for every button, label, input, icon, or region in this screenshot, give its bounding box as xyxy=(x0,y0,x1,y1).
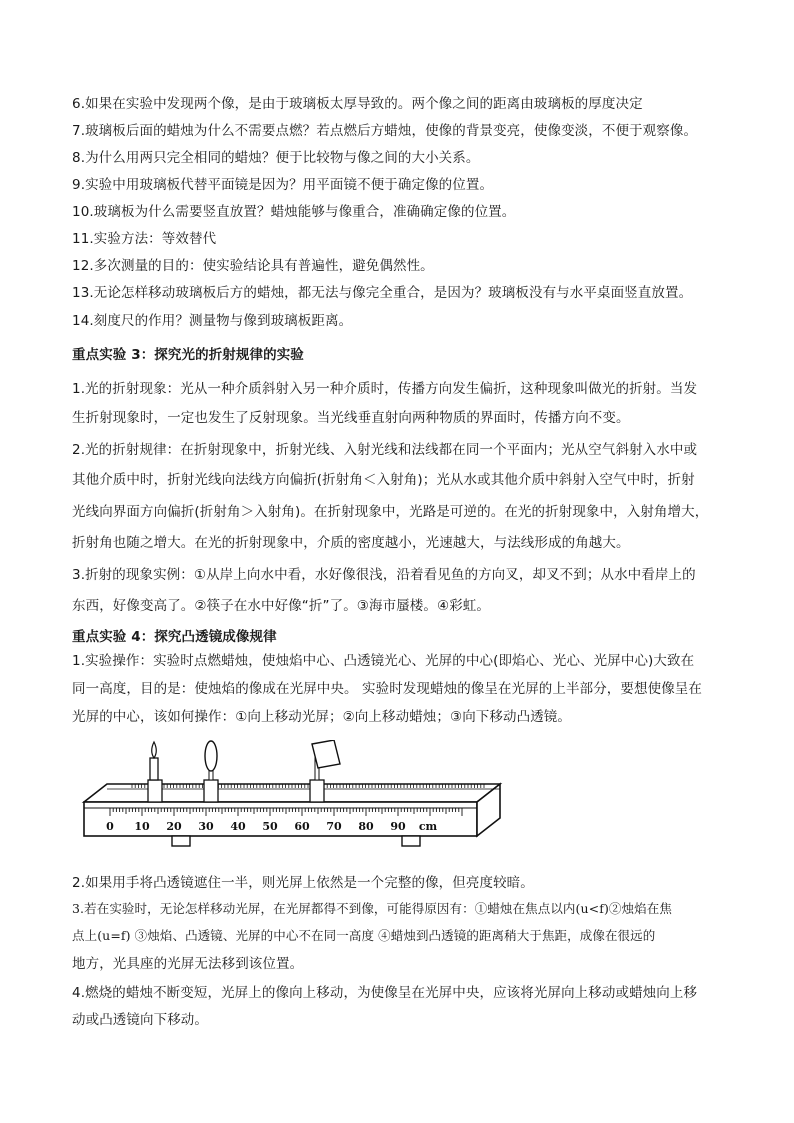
text-line: 14.刻度尺的作用？测量物与像到玻璃板距离。 xyxy=(72,313,353,329)
ruler-tick-label: 50 xyxy=(262,820,278,833)
ruler-tick-label: 20 xyxy=(166,820,182,833)
text-line: 同一高度，目的是：使烛焰的像成在光屏中央。 实验时发现蜡烛的像呈在光屏的上半部分，要想使像呈在 xyxy=(72,681,702,697)
ruler-tick-label: 80 xyxy=(358,820,374,833)
ruler-tick-label: 60 xyxy=(294,820,310,833)
text-line: 13.无论怎样移动玻璃板后方的蜡烛，都无法与像完全重合，是因为？玻璃板没有与水平桌面竖直放置。 xyxy=(72,285,693,301)
text-line: 6.如果在实验中发现两个像，是由于玻璃板太厚导致的。两个像之间的距离由玻璃板的厚度决定 xyxy=(72,96,643,112)
section-heading-3: 重点实验 3：探究光的折射规律的实验 xyxy=(72,347,304,363)
text-line: 2.光的折射规律：在折射现象中，折射光线、入射光线和法线都在同一个平面内；光从空气斜射入水中或 xyxy=(72,442,698,458)
text-line: 点上(u=f) ③烛焰、凸透镜、光屏的中心不在同一高度 ④蜡烛到凸透镜的距离稍大于焦距，成像在很远的 xyxy=(72,928,656,943)
text-line: 4.燃烧的蜡烛不断变短，光屏上的像向上移动，为使像呈在光屏中央，应该将光屏向上移动或蜡烛向上移 xyxy=(72,985,698,1001)
text-line: 2.如果用手将凸透镜遮住一半，则光屏上依然是一个完整的像，但亮度较暗。 xyxy=(72,875,534,891)
ruler-tick-label: 90 xyxy=(390,820,406,833)
ruler-tick-label: 70 xyxy=(326,820,342,833)
text-line: 生折射现象时，一定也发生了反射现象。当光线垂直射向两种物质的界面时，传播方向不变。 xyxy=(72,410,630,426)
text-line: 1.实验操作：实验时点燃蜡烛，使烛焰中心、凸透镜光心、光屏的中心(即焰心、光心、光屏中心)大致在 xyxy=(72,653,695,669)
ruler-tick-label: 0 xyxy=(106,820,114,833)
text-line: 地方，光具座的光屏无法移到该位置。 xyxy=(72,956,304,972)
candle-icon xyxy=(148,742,162,802)
ruler-tick-label: 30 xyxy=(198,820,214,833)
text-line: 其他介质中时，折射光线向法线方向偏折(折射角＜入射角)；光从水或其他介质中斜射入空气中时，折射 xyxy=(72,472,695,488)
text-line: 3.若在实验时，无论怎样移动光屏，在光屏都得不到像，可能得原因有：①蜡烛在焦点以内(u<f)②烛焰在焦 xyxy=(72,901,672,916)
text-line: 折射角也随之增大。在光的折射现象中，介质的密度越小，光速越大，与法线形成的角越大。 xyxy=(72,535,630,551)
text-line: 光屏的中心，该如何操作：①向上移动光屏；②向上移动蜡烛；③向下移动凸透镜。 xyxy=(72,709,572,725)
ruler-tick-label: 40 xyxy=(230,820,246,833)
text-line: 东西，好像变高了。②筷子在水中好像“折”了。③海市蜃楼。④彩虹。 xyxy=(72,598,490,614)
ruler-unit-label: cm xyxy=(418,820,438,833)
text-line: 8.为什么用两只完全相同的蜡烛？便于比较物与像之间的大小关系。 xyxy=(72,150,480,166)
text-line: 3.折射的现象实例：①从岸上向水中看，水好像很浅，沿着看见鱼的方向叉，却叉不到；从水中看岸上的 xyxy=(72,567,696,583)
text-line: 光线向界面方向偏折(折射角＞入射角)。在折射现象中，光路是可逆的。在光的折射现象中，入射角增大， xyxy=(72,504,709,520)
convex-lens-icon xyxy=(204,741,218,802)
section-heading-4: 重点实验 4：探究凸透镜成像规律 xyxy=(72,629,277,645)
text-line: 1.光的折射现象：光从一种介质斜射入另一种介质时，传播方向发生偏折，这种现象叫做光的折射。当发 xyxy=(72,381,698,397)
ruler-tick-label: 10 xyxy=(134,820,150,833)
optical-bench-diagram xyxy=(72,740,512,860)
text-line: 12.多次测量的目的：使实验结论具有普遍性，避免偶然性。 xyxy=(72,258,434,274)
text-line: 动或凸透镜向下移动。 xyxy=(72,1012,208,1028)
text-line: 10.玻璃板为什么需要竖直放置？蜡烛能够与像重合，准确确定像的位置。 xyxy=(72,204,516,220)
text-line: 9.实验中用玻璃板代替平面镜是因为？用平面镜不便于确定像的位置。 xyxy=(72,177,494,193)
text-line: 7.玻璃板后面的蜡烛为什么不需要点燃？若点燃后方蜡烛，使像的背景变亮，使像变淡，不便于观察像。 xyxy=(72,123,698,139)
text-line: 11.实验方法：等效替代 xyxy=(72,231,217,247)
